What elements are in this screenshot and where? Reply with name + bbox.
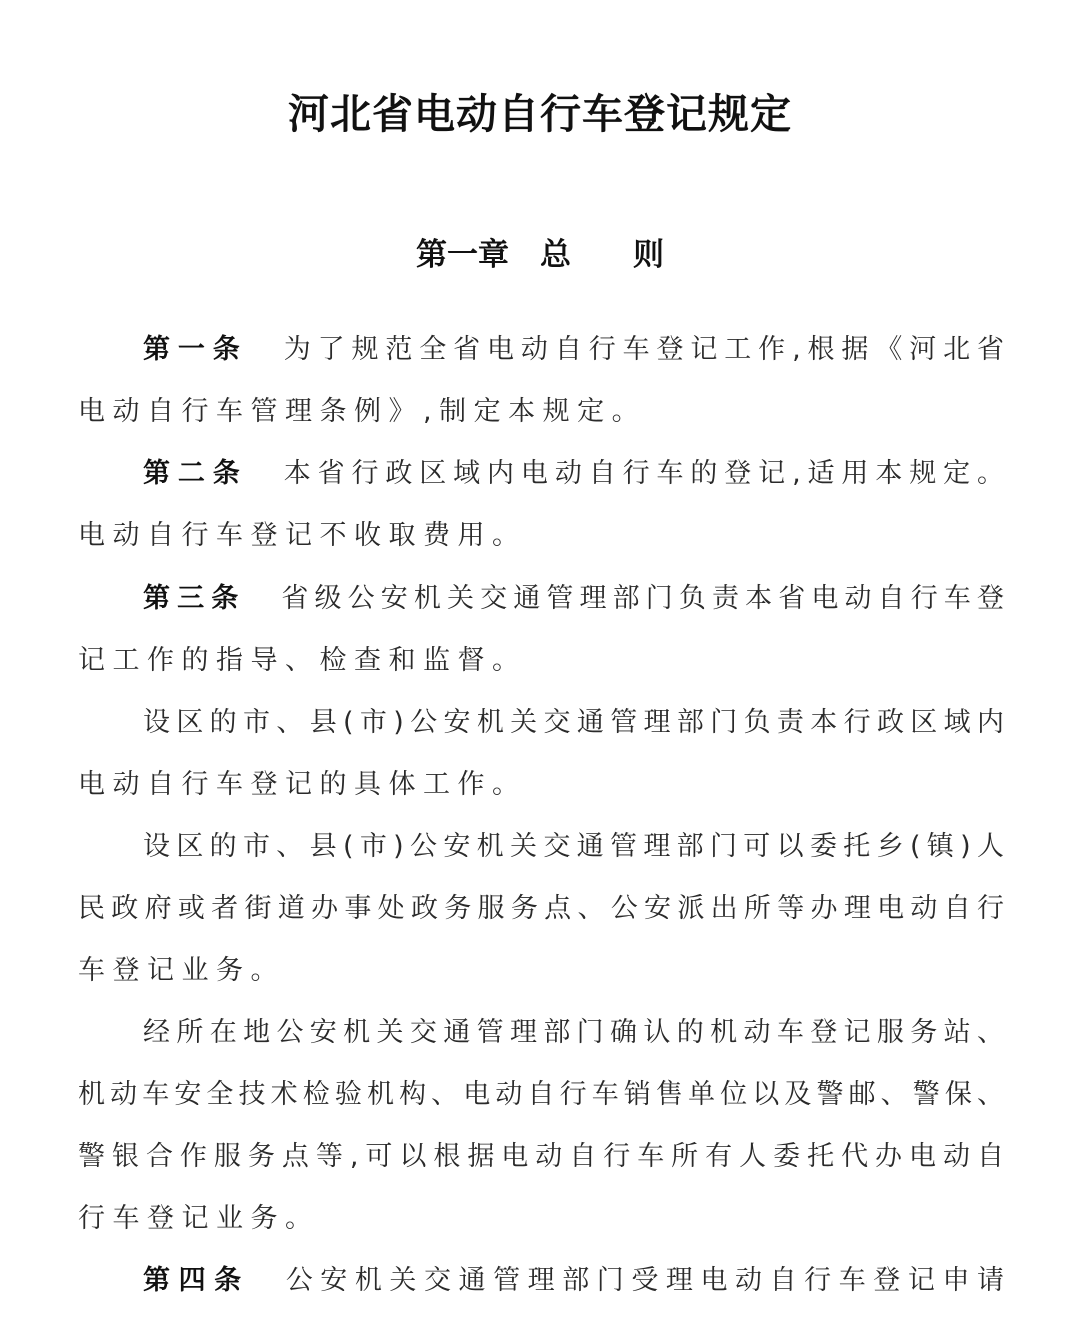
paragraph-line: 车登记业务。 — [78, 955, 285, 986]
article-text: 本省行政区域内电动自行车的登记,适用本规定。 — [283, 458, 1004, 489]
paragraph-line: 警银合作服务点等,可以根据电动自行车所有人委托代办电动自 — [78, 1141, 1004, 1172]
article-3-label: 第三条 — [143, 583, 246, 614]
article-2-line-1 — [143, 454, 1004, 494]
article-1-line-1 — [143, 330, 1004, 370]
paragraph-line: 电动自行车登记的具体工作。 — [78, 769, 527, 800]
paragraph-line: 设区的市、县(市)公安机关交通管理部门负责本行政区域内 — [143, 707, 1004, 738]
article-text: 省级公安机关交通管理部门负责本省电动自行车登 — [281, 583, 1004, 614]
article-4-line-1 — [143, 1261, 1004, 1301]
paragraph-line: 民政府或者街道办事处政务服务点、公安派出所等办理电动自行 — [78, 893, 1004, 924]
document-title: 河北省电动自行车登记规定 — [288, 90, 792, 138]
paragraph-line: 行车登记业务。 — [78, 1203, 320, 1234]
article-3-line-1 — [143, 579, 1004, 619]
article-3-line-2: 记工作的指导、检查和监督。 — [78, 645, 527, 676]
article-1-line-2: 电动自行车管理条例》,制定本规定。 — [78, 396, 647, 427]
article-text: 为了规范全省电动自行车登记工作,根据《河北省 — [283, 334, 1004, 365]
paragraph-line: 经所在地公安机关交通管理部门确认的机动车登记服务站、 — [143, 1017, 1004, 1048]
article-text: 公安机关交通管理部门受理电动自行车登记申请 — [285, 1265, 1005, 1296]
paragraph-line: 机动车安全技术检验机构、电动自行车销售单位以及警邮、警保、 — [78, 1079, 1004, 1110]
article-4-label: 第四条 — [143, 1265, 250, 1296]
article-2-label: 第二条 — [143, 458, 248, 489]
chapter-heading: 第一章 总 则 — [416, 237, 664, 273]
article-2-line-2: 电动自行车登记不收取费用。 — [78, 520, 527, 551]
article-1-label: 第一条 — [143, 334, 248, 365]
paragraph-line: 设区的市、县(市)公安机关交通管理部门可以委托乡(镇)人 — [143, 831, 1004, 862]
